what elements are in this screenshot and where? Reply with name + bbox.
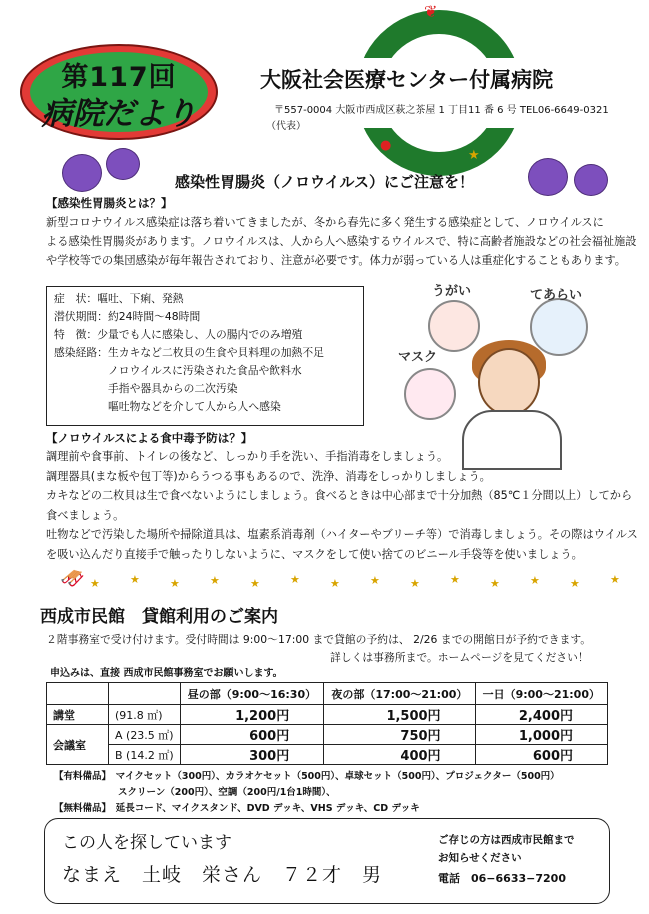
mask-illustration <box>404 368 456 420</box>
rental-intro-2: 詳しくは事務所まで。ホームページを見てください！ <box>330 651 589 664</box>
bell-icon: ★ <box>468 148 480 163</box>
section1-heading: 【感染性胃腸炎とは？】 <box>46 196 173 210</box>
price-cell: 400円 <box>324 745 475 765</box>
section2-line: 調理器具(まな板や包丁等)からうつる事もあるので、洗浄、消毒をしっかりしましょう。 <box>46 469 491 483</box>
info-row: 手指や器具からの二次汚染 <box>108 382 238 395</box>
section2-text <box>46 447 638 565</box>
symptom-info-list <box>54 290 324 416</box>
column-header <box>47 683 109 705</box>
nurse-face-icon <box>478 348 540 416</box>
section2-line: 食べましょう。 <box>46 508 125 522</box>
column-header: 昼の部（9:00〜16:30） <box>180 683 324 705</box>
price-cell: 750円 <box>324 725 475 745</box>
paid-equipment-2: スクリーン（200円）、空調（200円/1台1時間）、 <box>118 787 336 798</box>
rental-title: 西成市民館 貸館利用のご案内 <box>40 607 278 627</box>
info-row: 潜伏期間：約24時間〜48時間 <box>54 310 201 323</box>
missing-contact-1: ご存じの方は西成市民館まで <box>438 834 575 846</box>
hospital-name: 大阪社会医療センター付属病院 <box>260 68 554 92</box>
section2-line: カキなどの二枚貝は生で食べないようにしましょう。食べるときは中心部まで十分加熱（85℃１分間以上）してから <box>46 489 633 503</box>
bow-icon: ❦ <box>424 2 438 21</box>
apply-note: 申込みは、直接 西成市民館事務室でお願いします。 <box>50 668 283 679</box>
missing-contact-2: お知らせください <box>438 852 522 864</box>
price-cell: 1,500円 <box>324 705 475 725</box>
section1-line: 新型コロナウイルス感染症は落ち着いてきましたが、冬から春先に多く発生する感染症として、ノロウイルスに <box>46 216 604 229</box>
missing-name: なまえ 土岐 栄さん ７２才 男 <box>62 864 383 886</box>
santa-sleigh-icon: 🛷 <box>60 566 85 590</box>
info-row: 特 徴：少量でも人に感染し、人の腸内でのみ増殖 <box>54 328 303 341</box>
room-size: A (23.5 ㎡) <box>109 725 181 745</box>
section2-heading: 【ノロウイルスによる食中毒予防は？】 <box>46 431 253 445</box>
price-cell: 1,000円 <box>475 725 607 745</box>
rental-intro-1: ２階事務室で受け付けます。受付時間は 9:00〜17:00 まで貸館の予約は、 2/26 までの開館日が予約できます。 <box>46 633 592 646</box>
table-row <box>47 725 608 745</box>
newsletter-name: 病院だより <box>41 96 197 132</box>
info-row: 嘔吐物などを介して人から人へ感染 <box>108 400 281 413</box>
fee-table-header <box>47 683 608 705</box>
missing-phone: 電話 06−6633−7200 <box>438 872 566 885</box>
table-row <box>47 705 608 725</box>
price-cell: 300円 <box>180 745 324 765</box>
room-name: 講堂 <box>47 705 109 725</box>
section2-line: を吸い込んだり直接手で触ったりしないように、マスクをして使い捨てのビニール手袋等を使いましょう。 <box>46 547 583 561</box>
star-garland: ★ ★ ★ ★ ★ ★ ★ ★ ★ ★ ★ ★ ★ ★ <box>90 573 620 590</box>
paid-equipment-1: 【有料備品】 マイクセット（300円）、カラオケセット（500円）、卓球セット（500円）、プロジェクター（500円） <box>54 771 560 782</box>
column-header: 一日（9:00〜21:00） <box>475 683 607 705</box>
handwash-illustration <box>530 298 588 356</box>
price-cell: 2,400円 <box>475 705 607 725</box>
room-size: (91.8 ㎡) <box>109 705 181 725</box>
section2-line: 吐物などで汚染した場所や掃除道具は、塩素系消毒剤（ハイターやブリーチ等）で消毒しましょう。その際はウイルス <box>46 528 638 542</box>
gargle-label: うがい <box>432 284 472 299</box>
column-header: 夜の部（17:00〜21:00） <box>324 683 475 705</box>
room-name: 会議室 <box>47 725 109 765</box>
price-cell: 600円 <box>180 725 324 745</box>
info-row: ノロウイルスに汚染された食品や飲料水 <box>108 364 302 377</box>
info-row: 感染経路：生カキなど二枚貝の生食や貝料理の加熱不足 <box>54 346 324 359</box>
mask-label: マスク <box>398 350 438 365</box>
column-header <box>109 683 181 705</box>
missing-heading: この人を探しています <box>62 833 232 853</box>
fee-table <box>46 682 608 765</box>
handwash-label: てあらい <box>530 288 583 303</box>
gargle-illustration <box>428 300 480 352</box>
info-row: 症 状：嘔吐、下痢、発熱 <box>54 292 184 305</box>
section1-line: よる感染性胃腸炎があります。ノロウイルスは、人から人へ感染するウイルスで、特に高齢者施設などの社会福祉施設 <box>46 235 637 248</box>
hospital-rep-label: （代表） <box>266 121 306 132</box>
price-cell: 600円 <box>475 745 607 765</box>
room-size: B (14.2 ㎡) <box>109 745 181 765</box>
free-equipment: 【無料備品】 延長コード、マイクスタンド、DVD デッキ、VHS デッキ、CD デッキ <box>54 803 420 814</box>
price-cell: 1,200円 <box>180 705 324 725</box>
hospital-address: 〒557-0004 大阪市西成区萩之茶屋 1 丁目11 番 6 号 TEL06-6649-0321 <box>274 105 609 116</box>
section1-text <box>46 213 636 270</box>
issue-number: 第117回 <box>61 62 177 93</box>
table-row <box>47 745 608 765</box>
section2-line: 調理前や食事前、トイレの後など、しっかり手を洗い、手指消毒をしましょう。 <box>46 450 449 463</box>
section1-line: や学校等での集団感染が毎年報告されており、注意が必要です。体力が弱っている人は重症化することもあります。 <box>46 254 626 267</box>
ornament-icon: ● <box>380 138 392 153</box>
article-title: 感染性胃腸炎（ノロウイルス）にご注意を！ <box>174 173 475 191</box>
